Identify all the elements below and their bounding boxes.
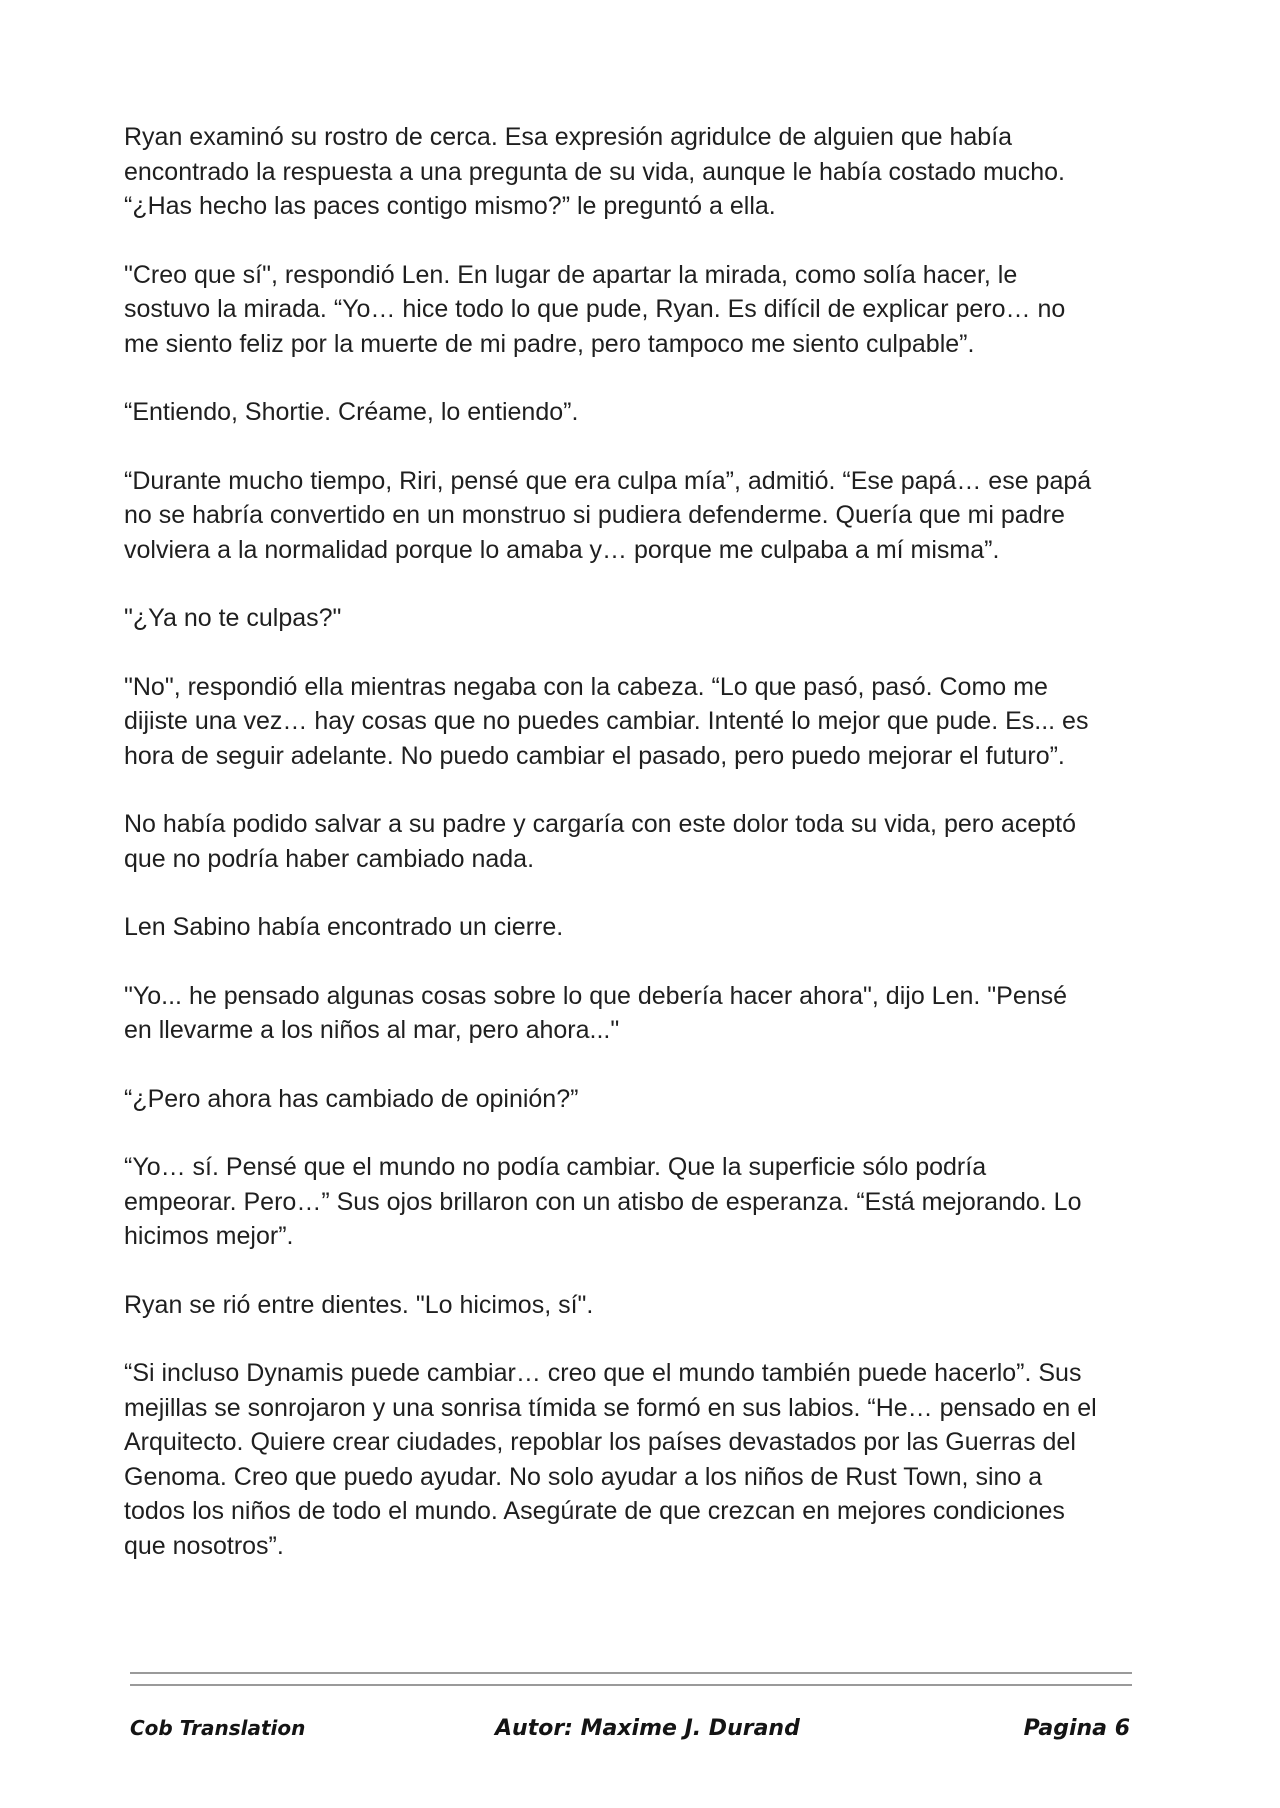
footer-divider-bottom	[130, 1684, 1132, 1686]
body-text	[124, 120, 1154, 1597]
footer-author: Autor: Maxime J. Durand	[495, 1716, 800, 1741]
paragraph: "Creo que sí", respondió Len. En lugar de apartar la mirada, como solía hacer, le sostuvo la mirada. “Yo… hice todo lo que pude, Ryan. Es difícil de explicar pero… no me siento feliz por la muerte de mi padre, pero tampoco me siento culpable”.	[124, 260, 1066, 358]
paragraph: “Durante mucho tiempo, Riri, pensé que era culpa mía”, admitió. “Ese papá… ese papá no se habría convertido en un monstruo si pudiera defenderme. Quería que mi padre volviera a la normalidad porque lo amaba y… porque me culpaba a mí misma”.	[124, 466, 1092, 564]
paragraph: Ryan examinó su rostro de cerca. Esa expresión agridulce de alguien que había encontrado la respuesta a una pregunta de su vida, aunque le había costado mucho. “¿Has hecho las paces contigo mismo?” le preguntó a ella.	[124, 123, 1065, 220]
paragraph: "¿Ya no te culpas?"	[124, 604, 342, 632]
paragraph: "No", respondió ella mientras negaba con la cabeza. “Lo que pasó, pasó. Como me dijiste una vez… hay cosas que no puedes cambiar. Intenté lo mejor que pude. Es... es hora de seguir adelante. No puedo cambiar el pasado, pero puedo mejorar el futuro”.	[124, 672, 1089, 770]
paragraph: "Yo... he pensado algunas cosas sobre lo que debería hacer ahora", dijo Len. "Pensé en llevarme a los niños al mar, pero ahora..."	[124, 981, 1068, 1044]
paragraph: “Si incluso Dynamis puede cambiar… creo que el mundo también puede hacerlo”. Sus mejillas se sonrojaron y una sonrisa tímida se formó en sus labios. “He… pensado en el Arquitecto. Quiere crear ciudades, repoblar los países devastados por las Guerras del Genoma. Creo que puedo ayudar. No solo ayudar a los niños de Rust Town, sino a todos los niños de todo el mundo. Asegúrate de que crezcan en mejores condiciones que nosotros”.	[124, 1359, 1097, 1560]
footer-page-number: Pagina 6	[1023, 1716, 1130, 1741]
paragraph: “¿Pero ahora has cambiado de opinión?”	[124, 1084, 579, 1113]
paragraph: No había podido salvar a su padre y cargaría con este dolor toda su vida, pero aceptó que no podría haber cambiado nada.	[124, 810, 1076, 873]
footer-divider-top	[130, 1672, 1132, 1674]
footer-translator: Cob Translation	[130, 1716, 306, 1740]
paragraph: Len Sabino había encontrado un cierre.	[124, 913, 564, 941]
paragraph: “Yo… sí. Pensé que el mundo no podía cambiar. Que la superficie sólo podría empeorar. Pero…” Sus ojos brillaron con un atisbo de esperanza. “Está mejorando. Lo hicimos mejor”.	[124, 1153, 1082, 1250]
paragraph: Ryan se rió entre dientes. "Lo hicimos, sí".	[124, 1290, 594, 1319]
paragraph: “Entiendo, Shortie. Créame, lo entiendo”.	[124, 398, 579, 426]
